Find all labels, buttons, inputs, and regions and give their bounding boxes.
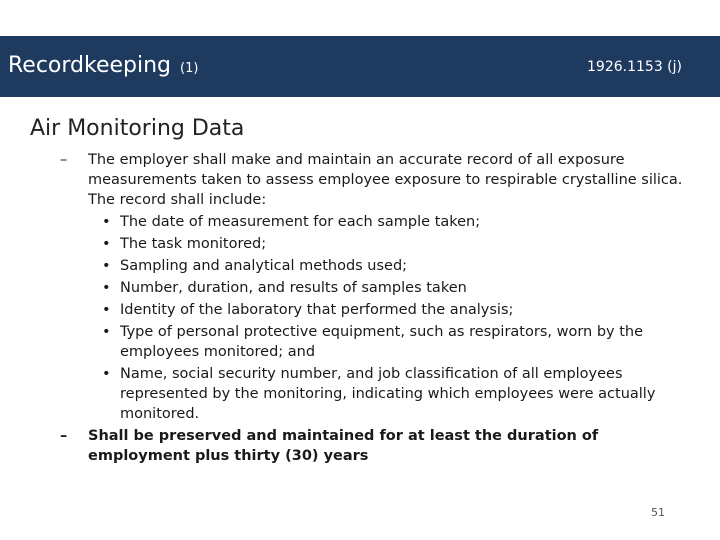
dash-marker: – xyxy=(60,152,68,168)
regulation-reference: 1926.1153 (j) xyxy=(587,59,682,75)
slide-title-suffix: (1) xyxy=(180,61,199,76)
content-body xyxy=(60,150,690,468)
sub-bullet-list xyxy=(88,212,690,424)
sub-bullet-item xyxy=(88,322,690,362)
section-heading: Air Monitoring Data xyxy=(30,116,245,141)
slide-title-main: Recordkeeping xyxy=(8,53,172,78)
sub-bullet-item xyxy=(88,212,690,232)
bullet-item-2 xyxy=(60,426,690,466)
sub-bullet-item xyxy=(88,256,690,276)
sub-bullet-text: The date of measurement for each sample taken; xyxy=(120,214,481,230)
bullet-marker: • xyxy=(102,258,111,274)
header-band xyxy=(0,36,720,97)
sub-bullet-item xyxy=(88,234,690,254)
sub-bullet-item xyxy=(88,364,690,424)
bullet-marker: • xyxy=(102,324,111,340)
bullet-marker: • xyxy=(102,236,111,252)
bullet-marker: • xyxy=(102,302,111,318)
dash-marker: – xyxy=(60,428,68,444)
bullet-marker: • xyxy=(102,280,111,296)
sub-bullet-text: Name, social security number, and job classification of all employees represented by the monitoring, indicating which employees were actually monitored. xyxy=(120,366,656,422)
sub-bullet-text: Identity of the laboratory that performed the analysis; xyxy=(120,302,514,318)
sub-bullet-text: The task monitored; xyxy=(120,236,267,252)
sub-bullet-item xyxy=(88,278,690,298)
bullet-marker: • xyxy=(102,214,111,230)
sub-bullet-text: Sampling and analytical methods used; xyxy=(120,258,408,274)
bullet-item-1 xyxy=(60,150,690,424)
sub-bullet-text: Number, duration, and results of samples taken xyxy=(120,280,467,296)
page-number: 51 xyxy=(651,506,665,519)
bullet-text-1: The employer shall make and maintain an accurate record of all exposure measurements taken to assess employee exposure to respirable crystalline silica. The record shall include: xyxy=(88,152,683,208)
bullet-marker: • xyxy=(102,366,111,382)
slide-title xyxy=(8,52,198,83)
bullet-text-2: Shall be preserved and maintained for at least the duration of employment plus thirty (30) years xyxy=(88,428,599,464)
sub-bullet-item xyxy=(88,300,690,320)
sub-bullet-text: Type of personal protective equipment, such as respirators, worn by the employees monitored; and xyxy=(120,324,644,360)
